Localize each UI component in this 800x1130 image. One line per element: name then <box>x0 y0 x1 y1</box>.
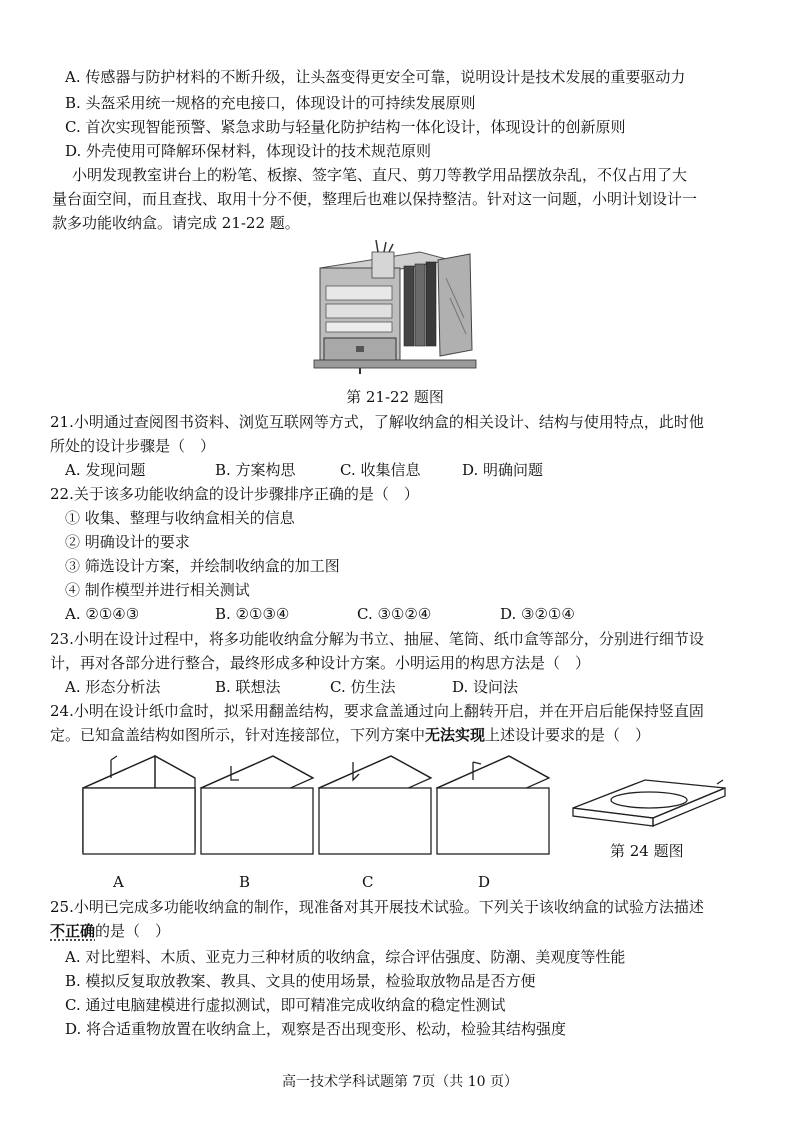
q25-option-d: D. 将合适重物放置在收纳盒上，观察是否出现变形、松动，检验其结构强度 <box>65 1020 567 1038</box>
q23-option-d: D. 设问法 <box>452 678 519 696</box>
q22-option-b: B. ②①③④ <box>215 605 290 623</box>
q22-step-3: ③ 筛选设计方案，并绘制收纳盒的加工图 <box>65 557 340 575</box>
q24-label-b: B <box>239 873 251 891</box>
q24-label-a: A <box>113 873 124 891</box>
q21-option-c: C. 收集信息 <box>340 461 421 479</box>
prev-option-d: D. 外壳使用可降解环保材料，体现设计的技术规范原则 <box>65 142 432 160</box>
q22-step-4: ④ 制作模型并进行相关测试 <box>65 581 250 599</box>
q21-option-d: D. 明确问题 <box>462 461 544 479</box>
q25-stem-line-1: 25.小明已完成多功能收纳盒的制作，现准备对其开展技术试验。下列关于该收纳盒的试验方法描述 <box>50 898 704 916</box>
q21-stem-line-1: 21.小明通过查阅图书资料、浏览互联网等方式，了解收纳盒的相关设计、结构与使用特点，此时他 <box>50 413 704 431</box>
q24-label-c: C <box>362 873 374 891</box>
q23-stem-line-2: 计，再对各部分进行整合，最终形成多种设计方案。小明运用的构思方法是（ ） <box>50 654 591 672</box>
q22-option-a: A. ②①④③ <box>65 605 140 623</box>
q24-figure-caption: 第 24 题图 <box>610 842 684 860</box>
q25-emphasis: 不正确 <box>50 922 96 940</box>
q24-stem-part-2: 上述设计要求的是（ ） <box>485 726 651 744</box>
intro-line-3: 款多功能收纳盒。请完成 21-22 题。 <box>52 214 300 232</box>
prev-option-c: C. 首次实现智能预警、紧急求助与轻量化防护结构一体化设计，体现设计的创新原则 <box>65 118 626 136</box>
q24-stem-line-1: 24.小明在设计纸巾盒时，拟采用翻盖结构，要求盒盖通过向上翻转开启，并在开启后能保持竖直固 <box>50 702 704 720</box>
q25-option-a: A. 对比塑料、木质、亚克力三种材质的收纳盒，综合评估强度、防潮、美观度等性能 <box>65 948 626 966</box>
prev-option-b: B. 头盔采用统一规格的充电接口，体现设计的可持续发展原则 <box>65 94 476 112</box>
lid-figure <box>573 780 725 826</box>
q23-option-b: B. 联想法 <box>215 678 281 696</box>
page-footer: 高一技术学科试题第 7页（共 10 页） <box>281 1074 519 1090</box>
q24-emphasis: 无法实现 <box>425 726 486 744</box>
q22-step-1: ① 收集、整理与收纳盒相关的信息 <box>65 509 295 527</box>
q21-option-b: B. 方案构思 <box>215 461 296 479</box>
box-option-a <box>83 756 195 854</box>
q23-option-c: C. 仿生法 <box>330 678 396 696</box>
prev-option-a: A. 传感器与防护材料的不断升级，让头盔变得更安全可靠，说明设计是技术发展的重要驱动力 <box>65 68 686 86</box>
q24-label-d: D <box>478 873 491 891</box>
q22-option-d: D. ③②①④ <box>500 605 575 623</box>
q23-option-a: A. 形态分析法 <box>65 678 161 696</box>
organizer-box-image <box>300 238 490 378</box>
box-option-d <box>437 756 549 854</box>
q25-stem-line-2 <box>50 921 170 941</box>
q21-option-a: A. 发现问题 <box>65 461 146 479</box>
q24-stem-part-1: 定。已知盒盖结构如图所示，针对连接部位，下列方案中 <box>50 726 426 744</box>
intro-line-1: 小明发现教室讲台上的粉笔、板擦、签字笔、直尺、剪刀等教学用品摆放杂乱，不仅占用了大 <box>72 166 688 184</box>
q24-figure <box>75 748 735 898</box>
q25-stem-part: 的是（ ） <box>95 922 171 940</box>
box-option-c <box>319 756 431 854</box>
q22-option-c: C. ③①②④ <box>357 605 432 623</box>
q22-step-2: ② 明确设计的要求 <box>65 533 190 551</box>
fig21-caption: 第 21-22 题图 <box>346 388 444 406</box>
q23-stem-line-1: 23.小明在设计过程中，将多功能收纳盒分解为书立、抽屉、笔筒、纸巾盒等部分，分别进行细节设 <box>50 630 704 648</box>
q22-stem: 22.关于该多功能收纳盒的设计步骤排序正确的是（ ） <box>50 485 419 503</box>
box-option-b <box>201 756 313 854</box>
q25-option-b: B. 模拟反复取放教案、教具、文具的使用场景，检验取放物品是否方便 <box>65 972 536 990</box>
q21-stem-line-2: 所处的设计步骤是（ ） <box>50 437 216 455</box>
intro-line-2: 量台面空间，而且查找、取用十分不便，整理后也难以保持整洁。针对这一问题，小明计划设计一 <box>52 190 698 208</box>
q24-stem-line-2 <box>50 725 650 745</box>
q25-option-c: C. 通过电脑建模进行虚拟测试，即可精准完成收纳盒的稳定性测试 <box>65 996 506 1014</box>
